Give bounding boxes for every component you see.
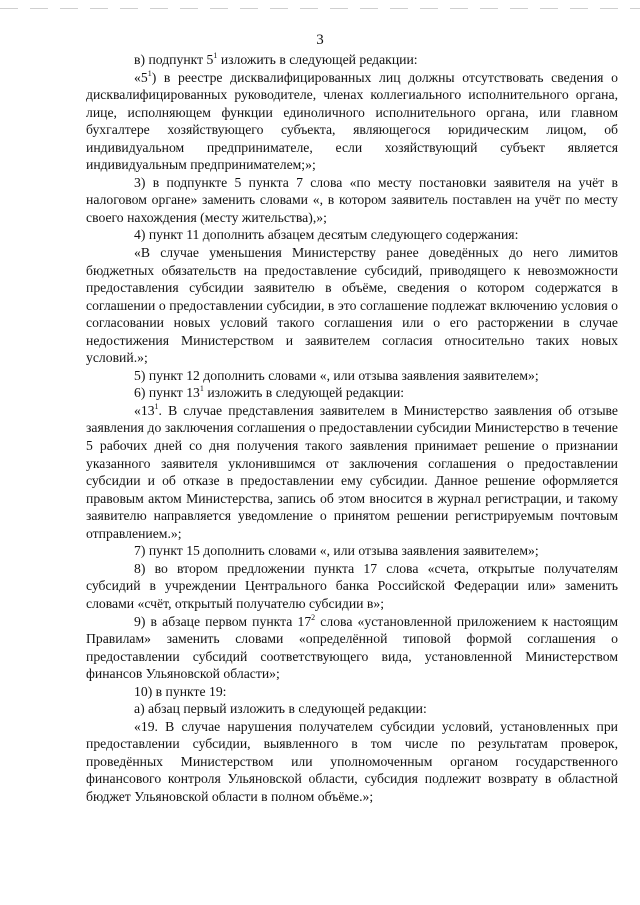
- paragraph-item-4: 4) пункт 11 дополнить абзацем десятым следующего содержания:: [134, 227, 519, 243]
- paragraph-v-subpoint: в) подпункт $5^1$ изложить в следующей редакции:: [134, 51, 418, 67]
- paragraph-item-3: 3) в подпункте 5 пункта 7 слова «по месту постановки заявителя на учёт в налоговом органе» заменить словами «, в котором заявитель поставлен на учёт по месту своего нахождения (месту жительства),»;: [86, 174, 618, 225]
- paragraph-item-7: 7) пункт 15 дополнить словами «, или отзыва заявления заявителем»;: [134, 543, 539, 559]
- document-body: [86, 51, 618, 806]
- paragraph-item-10a: а) абзац первый изложить в следующей редакции:: [134, 701, 427, 717]
- paragraph-quote-13-1: «$13^1$. В случае представления заявителем в Министерство заявления об отзыве заявления до заключения соглашения о предоставлении субсидии Министерство в течение 5 рабочих дней со дня получения такого заявления принимает решение о признании указанного заявителя уклонившимся от заключения соглашения о предоставлении субсидии и об отказе в предоставлении ему субсидии. Данное решение оформляется правовым актом Министерства, запись об этом вносится в журнал регистрации, и такому заявителю направляется уведомление о принятом решении регистрируемым почтовым отправлением.»;: [86, 401, 618, 541]
- paragraph-item-8: 8) во втором предложении пункта 17 слова «счета, открытые получателям субсидий в учреждении Центрального банка Российской Федерации или» заменить словами «счёт, открытый получателю субсидии в»;: [86, 560, 618, 611]
- paragraph-item-5: 5) пункт 12 дополнить словами «, или отзыва заявления заявителем»;: [134, 367, 539, 383]
- scan-edge-line: [0, 8, 640, 9]
- paragraph-quote-5-1: «$5^1$) в реестре дисквалифицированных лиц должны отсутствовать сведения о дисквалифицированных руководителе, членах коллегиального исполнительного органа, лице, исполняющем функции единоличного исполнительного органа, или главном бухгалтере хозяйствующего субъекта, являющегося юридическим лицом, об индивидуальном предпринимателе, если хозяйствующий субъект является индивидуальным предпринимателем;»;: [86, 68, 618, 173]
- paragraph-item-10: 10) в пункте 19:: [134, 683, 227, 699]
- paragraph-item-9: 9) в абзаце первом пункта $17^2$ слова «установленной приложением к настоящим Правилам» заменить словами «определённой типовой формой соглашения о предоставлении субсидий соответствующего вида, установленной Министерством финансов Ульяновской области»;: [86, 612, 618, 682]
- paragraph-quote-limits: «В случае уменьшения Министерству ранее доведённых до него лимитов бюджетных обязательств на предоставление субсидий, приводящего к невозможности предоставления субсидии заявителю в объёме, сведения о котором содержатся в соглашении о предоставлении субсидии, в это соглашение подлежат включению условия о согласовании новых условий такого соглашения или о его расторжении в случае недостижения Министерством и заявителем согласия относительно таких новых условий.»;: [86, 245, 618, 366]
- paragraph-item-6: 6) пункт $13^1$ изложить в следующей редакции:: [134, 384, 405, 401]
- paragraph-quote-19: «19. В случае нарушения получателем субсидии условий, установленных при предоставлении субсидии, выявленного в том числе по результатам проверок, проведённых Министерством или уполномоченным органом государственного финансового контроля Ульяновской области, субсидия подлежит возврату в областной бюджет Ульяновской области в полном объёме.»;: [86, 718, 618, 804]
- page-number: 3: [316, 32, 324, 48]
